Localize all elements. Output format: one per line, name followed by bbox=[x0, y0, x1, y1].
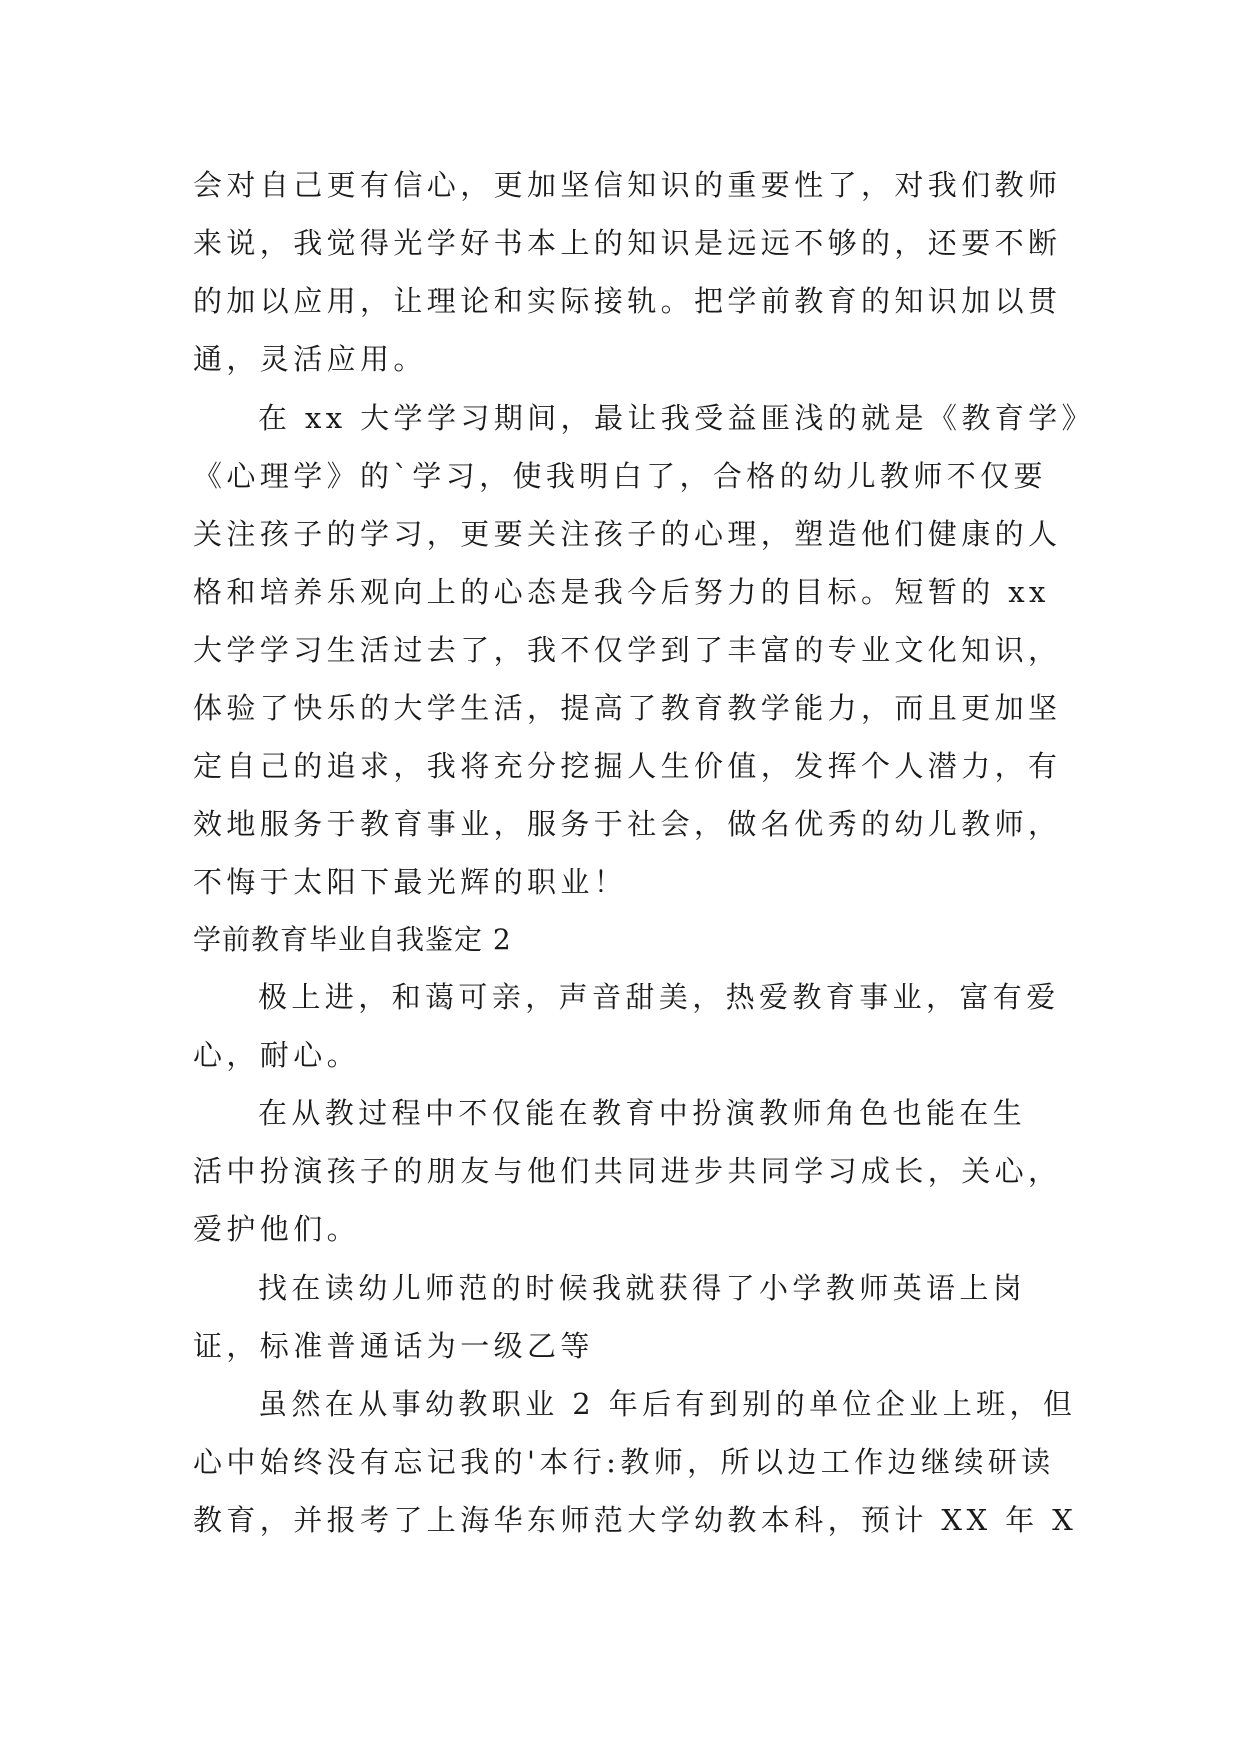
text-line: 会对自己更有信心，更加坚信知识的重要性了，对我们教师 bbox=[193, 168, 1062, 202]
section-heading: 学前教育毕业自我鉴定 2 bbox=[193, 923, 512, 956]
text-line: 效地服务于教育事业，服务于社会，做名优秀的幼儿教师， bbox=[193, 807, 1062, 841]
text-line: 教育，并报考了上海华东师范大学幼教本科，预计 XX 年 X bbox=[193, 1503, 1078, 1537]
text-line: 证，标准普通话为一级乙等 bbox=[193, 1329, 594, 1363]
text-line: 不悔于太阳下最光辉的职业！ bbox=[193, 865, 628, 899]
text-line: 心，耐心。 bbox=[193, 1038, 361, 1072]
text-line: 格和培养乐观向上的心态是我今后努力的目标。短暂的 xx bbox=[193, 575, 1050, 609]
text-line: 来说，我觉得光学好书本上的知识是远远不够的，还要不断 bbox=[193, 226, 1062, 260]
text-line: 关注孩子的学习，更要关注孩子的心理，塑造他们健康的人 bbox=[193, 517, 1062, 551]
text-line: 定自己的追求，我将充分挖掘人生价值，发挥个人潜力，有 bbox=[193, 749, 1062, 783]
text-line: 体验了快乐的大学生活，提高了教育教学能力，而且更加坚 bbox=[193, 691, 1062, 725]
text-line: 爱护他们。 bbox=[193, 1212, 361, 1246]
text-line: 活中扮演孩子的朋友与他们共同进步共同学习成长，关心， bbox=[193, 1154, 1062, 1188]
text-line: 通，灵活应用。 bbox=[193, 342, 427, 376]
text-line: 心中始终没有忘记我的'本行:教师，所以边工作边继续研读 bbox=[193, 1445, 1055, 1479]
text-line: 极上进，和蔼可亲，声音甜美，热爱教育事业，富有爱 bbox=[258, 980, 1060, 1014]
text-line: 大学学习生活过去了，我不仅学到了丰富的专业文化知识， bbox=[193, 633, 1062, 667]
text-line: 虽然在从事幼教职业 2 年后有到别的单位企业上班，但 bbox=[258, 1387, 1077, 1421]
text-line: 找在读幼儿师范的时候我就获得了小学教师英语上岗 bbox=[258, 1271, 1027, 1305]
text-line: 的加以应用，让理论和实际接轨。把学前教育的知识加以贯 bbox=[193, 284, 1062, 318]
text-line: 《心理学》的`学习，使我明白了，合格的幼儿教师不仅要 bbox=[193, 459, 1047, 493]
text-line: 在从教过程中不仅能在教育中扮演教师角色也能在生 bbox=[258, 1096, 1027, 1130]
text-line: 在 xx 大学学习期间，最让我受益匪浅的就是《教育学》 bbox=[258, 401, 1095, 435]
